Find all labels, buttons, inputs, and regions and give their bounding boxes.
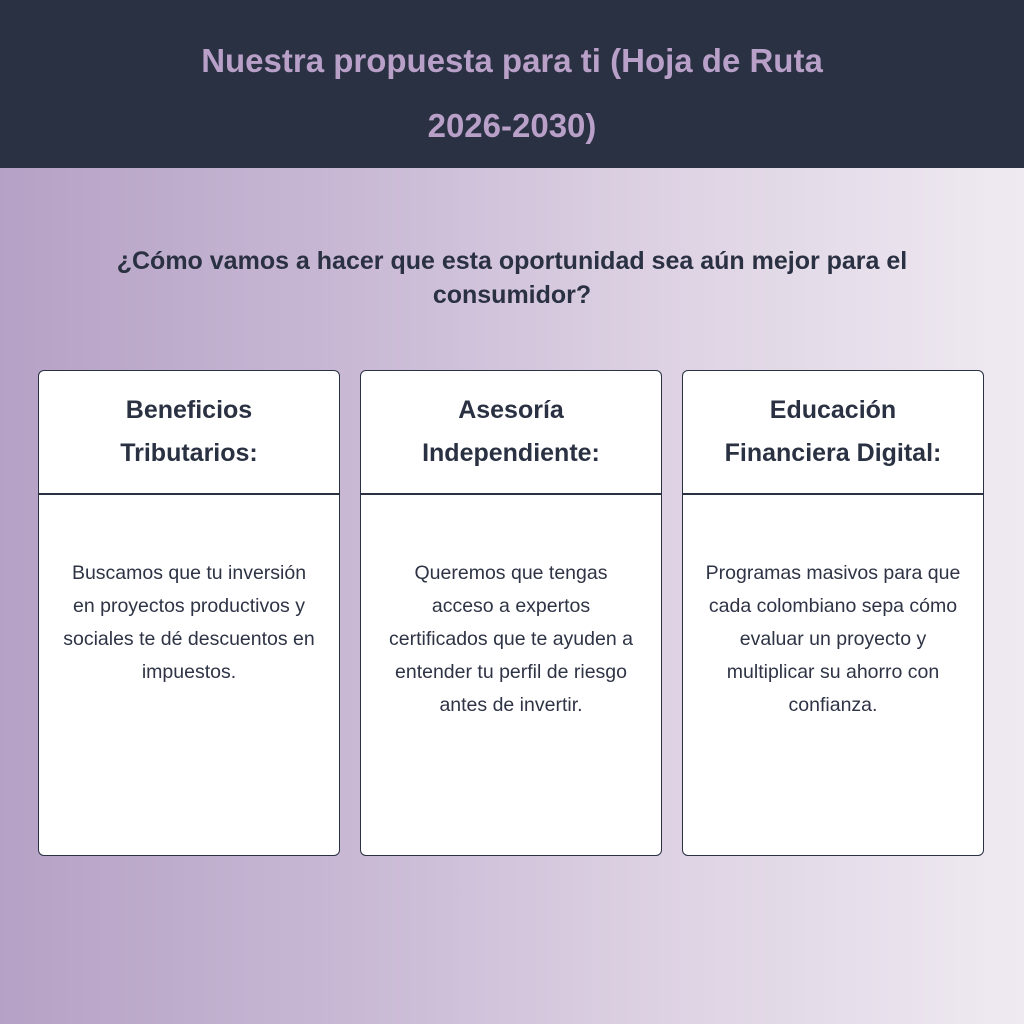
card-title: Beneficios Tributarios: <box>120 396 258 467</box>
header-banner <box>0 0 1024 168</box>
card-header <box>361 371 661 495</box>
question-heading: ¿Cómo vamos a hacer que esta oportunidad sea aún mejor para el consumidor? <box>116 247 908 309</box>
card-header <box>683 371 983 495</box>
card-description: Programas masivos para que cada colombiano sepa cómo evaluar un proyecto y multiplicar su ahorro con confianza. <box>705 562 961 716</box>
card-beneficios-tributarios <box>38 370 340 856</box>
card-educacion-financiera <box>682 370 984 856</box>
card-description: Buscamos que tu inversión en proyectos productivos y sociales te dé descuentos en impuestos. <box>63 562 315 683</box>
card-title: Educación Financiera Digital: <box>724 396 942 467</box>
card-description: Queremos que tengas acceso a expertos certificados que te ayuden a entender tu perfil de riesgo antes de invertir. <box>389 562 633 716</box>
card-header <box>39 371 339 495</box>
page-title: Nuestra propuesta para ti (Hoja de Ruta 2026-2030) <box>201 42 823 144</box>
card-asesoria-independiente <box>360 370 662 856</box>
card-title: Asesoría Independiente: <box>422 396 600 467</box>
